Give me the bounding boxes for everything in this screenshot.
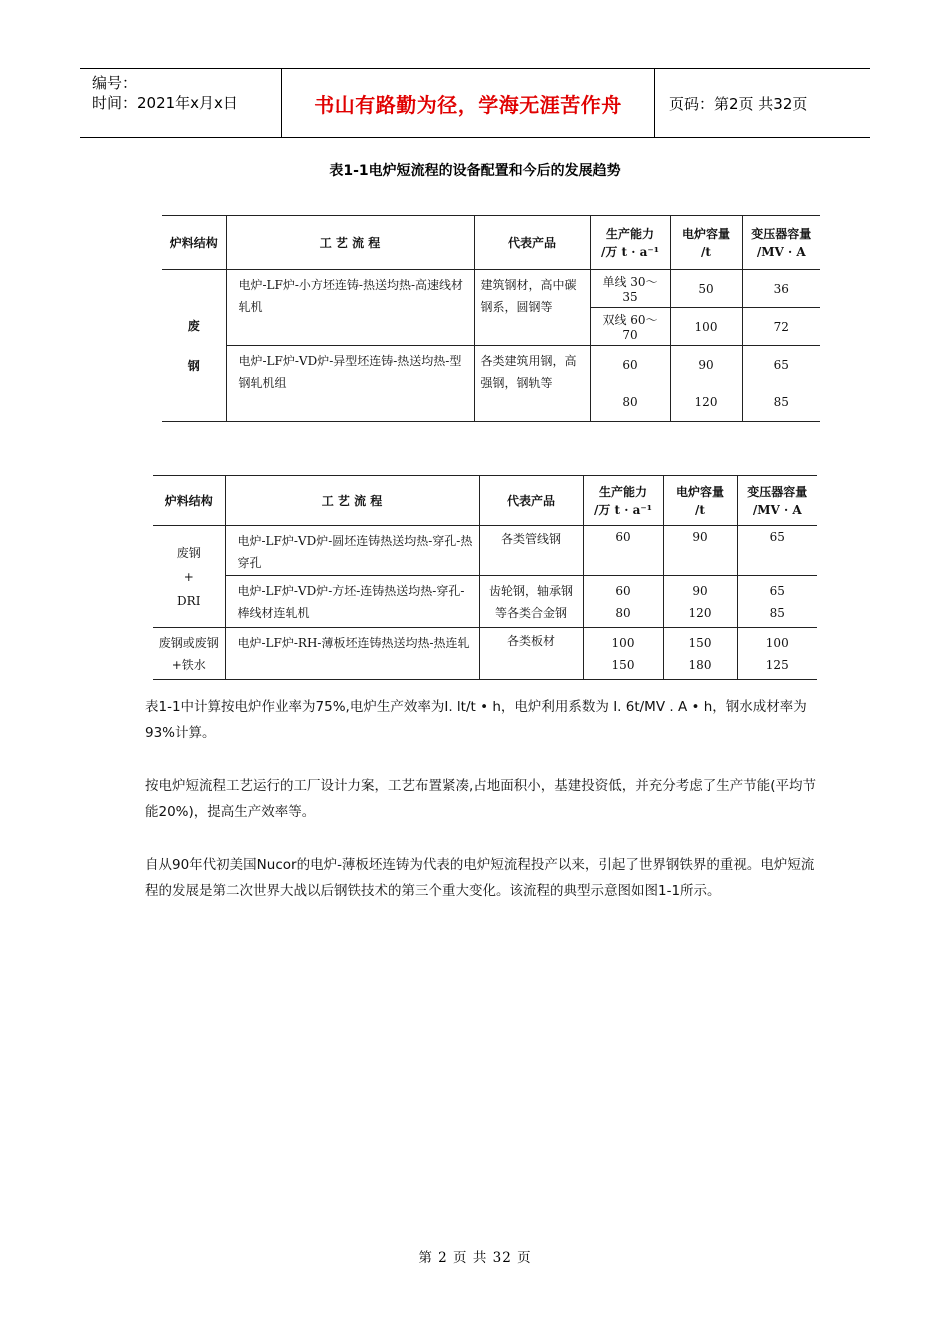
equipment-table-part-2	[153, 475, 817, 680]
header-transformer	[742, 216, 820, 270]
header-capacity	[583, 476, 663, 526]
transformer-cell: 100 125	[737, 628, 817, 680]
header-structure: 炉料结构	[153, 476, 225, 526]
product-cell: 建筑钢材，高中碳钢系，圆钢等	[474, 270, 590, 346]
transformer-cell: 65 85	[737, 576, 817, 628]
product-cell: 各类管线钢	[479, 526, 583, 576]
header-furnace-line1: 电炉容量	[681, 226, 730, 241]
header-furnace-line2: /t	[701, 244, 711, 259]
capacity-cell: 60 80	[583, 576, 663, 628]
structure-cell-scrap	[162, 270, 226, 422]
header-furnace	[663, 476, 737, 526]
header-transformer	[737, 476, 817, 526]
furnace-cell: 90 120	[663, 576, 737, 628]
transformer-cell: 65	[742, 346, 820, 384]
table-row	[162, 270, 820, 308]
header-motto: 书山有路勤为径，学海无涯苦作舟	[282, 69, 655, 137]
table-row	[153, 576, 817, 628]
equipment-table-part-1	[162, 215, 820, 422]
header-transformer-line1: 变压器容量	[751, 226, 812, 241]
structure-label: 废	[187, 318, 200, 333]
product-cell: 各类建筑用钢，高强钢，钢轨等	[474, 346, 590, 422]
header-capacity-line2: /万 t · a⁻¹	[593, 502, 652, 517]
header-transformer-line2: /MV · A	[756, 244, 806, 259]
furnace-cell: 90	[663, 526, 737, 576]
structure-label: 废钢	[176, 545, 201, 560]
header-page-info: 页码：第2页 共32页	[669, 94, 808, 113]
document-time-label: 时间：2021年x月x日	[92, 94, 238, 112]
header-furnace	[670, 216, 742, 270]
capacity-cell: 双线 60～70	[590, 308, 670, 346]
transformer-cell: 65	[737, 526, 817, 576]
furnace-cell: 120	[670, 384, 742, 422]
header-capacity-line1: 生产能力	[605, 226, 654, 241]
paragraph-plant-design: 按电炉短流程工艺运行的工厂设计力案，工艺布置紧凑,占地面积小，基建投资低，并充分考虑了生产节能(平均节能20%)，提高生产效率等。	[145, 778, 817, 820]
capacity-cell: 100 150	[583, 628, 663, 680]
process-cell: 电炉-LF炉-VD炉-异型坯连铸-热送均热-型钢轧机组	[226, 346, 474, 422]
header-transformer-line2: /MV · A	[752, 502, 802, 517]
structure-label: DRI	[177, 593, 201, 608]
structure-cell-scrap-hotmetal: 废钢或废钢+铁水	[153, 628, 225, 680]
header-capacity-line2: /万 t · a⁻¹	[600, 244, 659, 259]
header-furnace-line2: /t	[695, 502, 705, 517]
capacity-cell: 60	[590, 346, 670, 384]
header-capacity-line1: 生产能力	[598, 484, 647, 499]
header-product: 代表产品	[479, 476, 583, 526]
transformer-cell: 85	[742, 384, 820, 422]
process-cell: 电炉-LF炉-小方坯连铸-热送均热-高速线材轧机	[226, 270, 474, 346]
furnace-cell: 50	[670, 270, 742, 308]
capacity-cell: 单线 30～35	[590, 270, 670, 308]
paragraph-development: 自从90年代初美国Nucor的电炉-薄板坯连铸为代表的电炉短流程投产以来，引起了世界钢铁界的重视。电炉短流程的发展是第二次世界大战以后钢铁技术的第三个重大变化。该流程的典型示意图如图1-1所示。	[145, 857, 815, 899]
transformer-cell: 36	[742, 270, 820, 308]
header-left-cell	[80, 69, 282, 137]
process-cell: 电炉-LF炉-VD炉-圆坯连铸热送均热-穿孔-热穿孔	[225, 526, 479, 576]
furnace-cell: 100	[670, 308, 742, 346]
table-caption: 表1-1电炉短流程的设备配置和今后的发展趋势	[329, 163, 621, 179]
furnace-cell: 150 180	[663, 628, 737, 680]
product-cell: 各类板材	[479, 628, 583, 680]
structure-label: 钢	[187, 358, 200, 373]
table-row	[153, 628, 817, 680]
structure-cell-scrap-dri	[153, 526, 225, 628]
header-product: 代表产品	[474, 216, 590, 270]
header-structure: 炉料结构	[162, 216, 226, 270]
table-row	[162, 346, 820, 384]
paragraph-calculation-basis: 表1-1中计算按电炉作业率为75%,电炉生产效率为I. lt/t • h，电炉利用系数为 I. 6t/MV . A • h，钢水成材率为93%计算。	[145, 699, 807, 741]
table-header-row	[153, 476, 817, 526]
header-transformer-line1: 变压器容量	[747, 484, 808, 499]
transformer-cell: 72	[742, 308, 820, 346]
header-process: 工 艺 流 程	[226, 216, 474, 270]
header-furnace-line1: 电炉容量	[675, 484, 724, 499]
product-cell: 齿轮钢，轴承钢等各类合金钢	[479, 576, 583, 628]
process-cell: 电炉-LF炉-RH-薄板坯连铸热送均热-热连轧	[225, 628, 479, 680]
structure-label: +	[183, 569, 194, 584]
page-footer: 第 2 页 共 32 页	[418, 1250, 532, 1266]
header-capacity	[590, 216, 670, 270]
table-header-row	[162, 216, 820, 270]
document-number-label: 编号：	[92, 74, 138, 92]
header-process: 工 艺 流 程	[225, 476, 479, 526]
capacity-cell: 60	[583, 526, 663, 576]
furnace-cell: 90	[670, 346, 742, 384]
document-header	[80, 68, 870, 138]
capacity-cell: 80	[590, 384, 670, 422]
process-cell: 电炉-LF炉-VD炉-方坯-连铸热送均热-穿孔-棒线材连轧机	[225, 576, 479, 628]
table-row	[153, 526, 817, 576]
